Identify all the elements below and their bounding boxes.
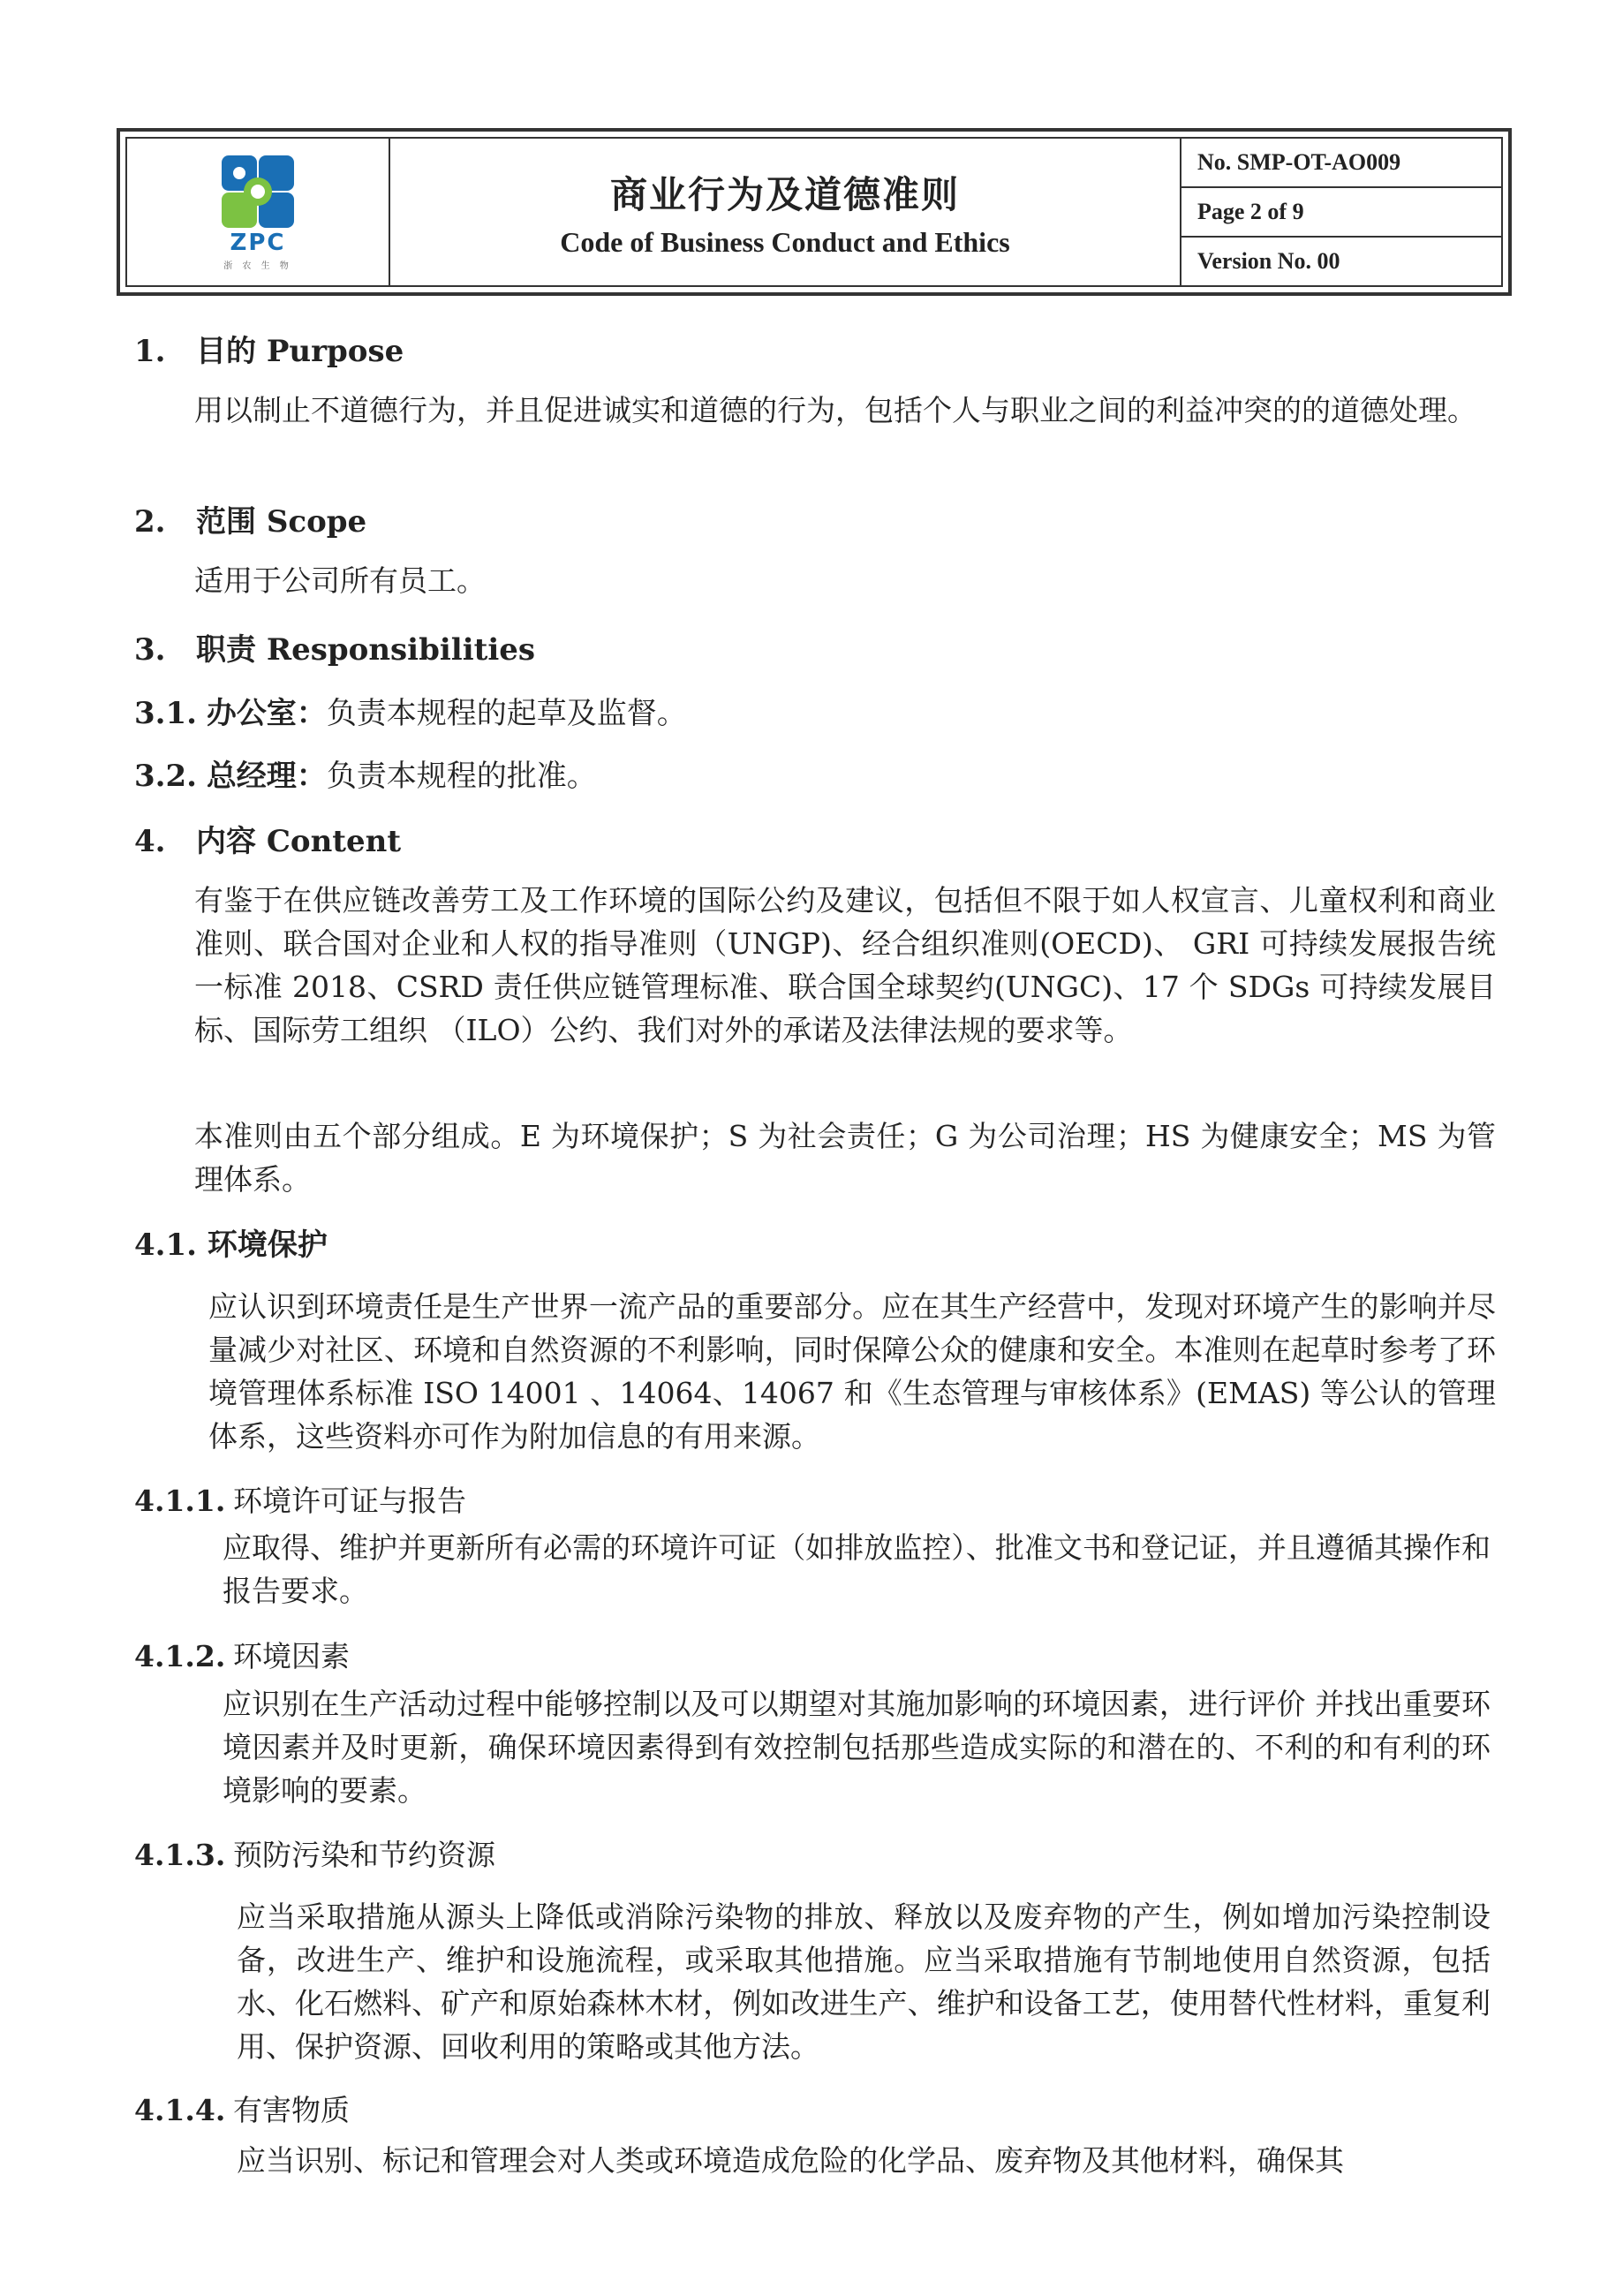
- document-title-cn: 商业行为及道德准则: [609, 172, 960, 216]
- section-1-heading: 1. 目的 Purpose: [134, 334, 404, 369]
- section-4-1-2-heading: 4.1.2. 环境因素: [134, 1639, 350, 1673]
- section-3-2: 3.2. 总经理：负责本规程的批准。: [134, 759, 597, 794]
- document-header: [117, 128, 1512, 296]
- section-4-heading: 4. 内容 Content: [134, 824, 402, 859]
- logo-wordmark: ZPC: [230, 229, 286, 256]
- section-4-1-1-heading: 4.1.1. 环境许可证与报告: [134, 1484, 466, 1518]
- section-3-1: 3.1. 办公室：负责本规程的起草及监督。: [134, 696, 687, 731]
- logo-subtext: 浙 农 生 物: [223, 261, 292, 271]
- document-title-en: Code of Business Conduct and Ethics: [560, 225, 1010, 258]
- section-4-1-3-heading: 4.1.3. 预防污染和节约资源: [134, 1838, 495, 1872]
- section-2-heading: 2. 范围 Scope: [134, 504, 367, 540]
- title-cell: [390, 139, 1181, 285]
- logo-cell: [127, 139, 390, 285]
- section-3-heading: 3. 职责 Responsibilities: [134, 632, 536, 668]
- page-indicator: Page 2 of 9: [1181, 188, 1501, 238]
- document-number: No. SMP-OT-AO009: [1181, 139, 1501, 188]
- section-4-1-4-heading: 4.1.4. 有害物质: [134, 2093, 350, 2127]
- section-4-1-text: 应认识到环境责任是生产世界一流产品的重要部分。应在其生产经营中，发现对环境产生的影响并尽量减少对社区、环境和自然资源的不利影响，同时保障公众的健康和安全。本准则在起草时参考了环境管理体系标准 ISO 14001 、14064、14067 和《生态管理与审核体系》(EMAS) 等公认的管理体系，这些资料亦可作为附加信息的有用来源。: [208, 1289, 1496, 1454]
- section-4-text-1: 有鉴于在供应链改善劳工及工作环境的国际公约及建议，包括但不限于如人权宣言、儿童权利和商业准则、联合国对企业和人权的指导准则（UNGP)、经合组织准则(OECD)、 GRI 可持续发展报告统一标准 2018、CSRD 责任供应链管理标准、联合国全球契约(UNGC)、17 个 SDGs 可持续发展目标、国际劳工组织 （ILO）公约、我们对外的承诺及法律法规的要求等。: [194, 883, 1496, 1047]
- section-4-1-2-text: 应识别在生产活动过程中能够控制以及可以期望对其施加影响的环境因素，进行评价 并找出重要环境因素并及时更新，确保环境因素得到有效控制包括那些造成实际的和潜在的、不利的和有利的环境影响的要素。: [223, 1687, 1491, 1808]
- section-4-1-4-text: 应当识别、标记和管理会对人类或环境造成危险的化学品、废弃物及其他材料，确保其: [237, 2143, 1344, 2178]
- company-logo-icon: [220, 154, 296, 230]
- section-4-1-heading: 4.1. 环境保护: [134, 1227, 328, 1263]
- section-4-1-3-text: 应当采取措施从源头上降低或消除污染物的排放、释放以及废弃物的产生，例如增加污染控制设备，改进生产、维护和设施流程，或采取其他措施。应当采取措施有节制地使用自然资源，包括水、化石燃料、矿产和原始森林木材，例如改进生产、维护和设备工艺，使用替代性材料，重复利用、保护资源、回收利用的策略或其他方法。: [237, 1899, 1491, 2064]
- meta-cell: [1181, 139, 1501, 285]
- section-4-1-1-text: 应取得、维护并更新所有必需的环境许可证（如排放监控）、批准文书和登记证，并且遵循其操作和报告要求。: [223, 1530, 1491, 1608]
- section-1-text: 用以制止不道德行为，并且促进诚实和道德的行为，包括个人与职业之间的利益冲突的的道德处理。: [194, 393, 1476, 427]
- section-4-text-2: 本准则由五个部分组成。E 为环境保护；S 为社会责任；G 为公司治理；HS 为健康安全；MS 为管理体系。: [194, 1119, 1496, 1197]
- section-2-text: 适用于公司所有员工。: [194, 563, 486, 598]
- version-number: Version No. 00: [1197, 248, 1340, 274]
- header-table: [125, 137, 1503, 287]
